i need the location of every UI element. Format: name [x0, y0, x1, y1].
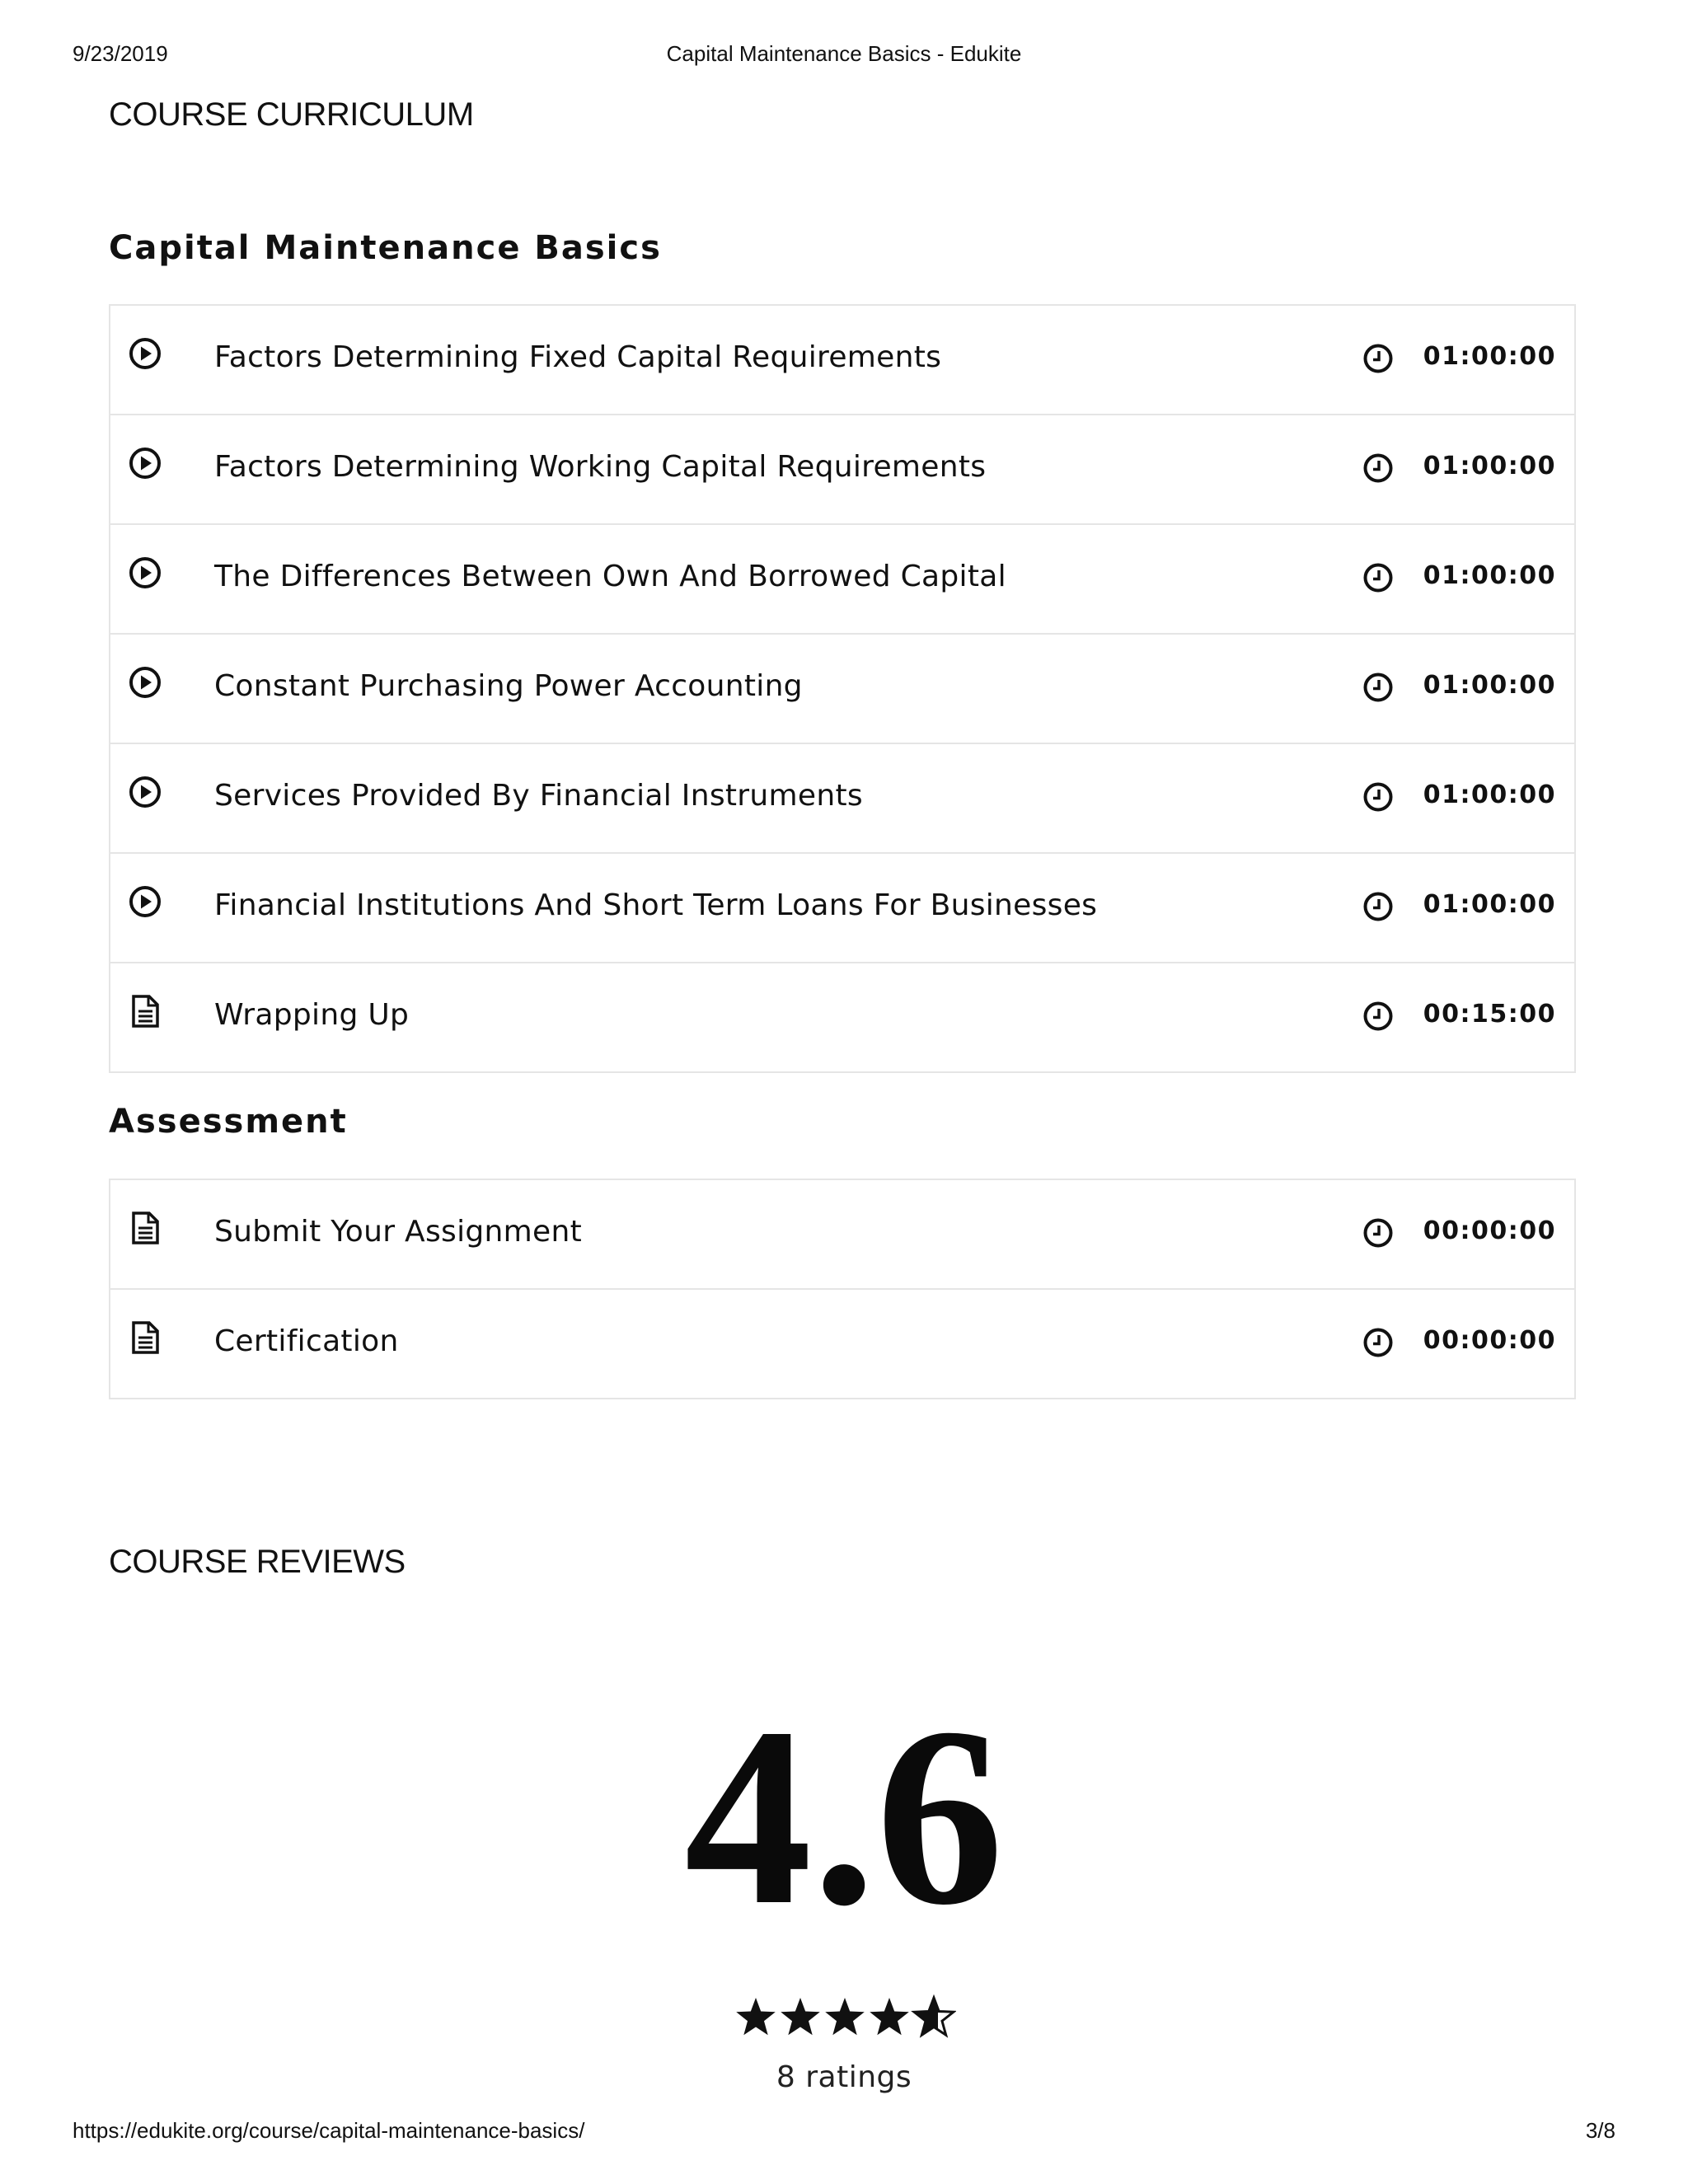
lesson-duration: 01:00:00: [1423, 671, 1556, 700]
lesson-duration: 01:00:00: [1423, 342, 1556, 371]
print-date: 9/23/2019: [73, 41, 168, 66]
lesson-duration: 01:00:00: [1423, 780, 1556, 809]
lesson-row[interactable]: [110, 1180, 1574, 1288]
print-url: https://edukite.org/course/capital-maintenance-basics/: [73, 2118, 585, 2143]
lesson-duration: 00:15:00: [1423, 1000, 1556, 1029]
clock-icon: [1362, 561, 1395, 594]
print-page-title: Capital Maintenance Basics - Edukite: [666, 41, 1022, 66]
document-icon: [127, 993, 163, 1029]
star-icon: [736, 1998, 776, 2035]
lesson-row[interactable]: [110, 1288, 1574, 1398]
star-icon: [870, 1998, 909, 2035]
clock-icon: [1362, 671, 1395, 704]
clock-icon: [1362, 780, 1395, 813]
lesson-row[interactable]: [110, 962, 1574, 1071]
clock-icon: [1362, 890, 1395, 923]
clock-icon: [1362, 1000, 1395, 1033]
clock-icon: [1362, 1216, 1395, 1249]
ratings-count: 8 ratings: [776, 2060, 912, 2094]
lesson-title[interactable]: Financial Institutions And Short Term Loans For Businesses: [214, 888, 1098, 922]
lesson-row[interactable]: [110, 743, 1574, 852]
lesson-row[interactable]: [110, 523, 1574, 633]
lesson-title[interactable]: Constant Purchasing Power Accounting: [214, 669, 803, 703]
lesson-list: [109, 1179, 1576, 1399]
document-icon: [127, 1210, 163, 1246]
lesson-duration: 01:00:00: [1423, 452, 1556, 480]
print-page-number: 3/8: [1585, 2118, 1615, 2143]
play-circle-icon: [127, 445, 163, 481]
curriculum-heading: COURSE CURRICULUM: [109, 96, 474, 133]
document-icon: [127, 1319, 163, 1356]
lesson-duration: 01:00:00: [1423, 890, 1556, 919]
reviews-heading: COURSE REVIEWS: [109, 1544, 406, 1580]
play-circle-icon: [127, 335, 163, 372]
lesson-title[interactable]: Certification: [214, 1324, 399, 1358]
lesson-row[interactable]: [110, 414, 1574, 523]
lesson-title[interactable]: Services Provided By Financial Instruments: [214, 779, 863, 813]
lesson-duration: 00:00:00: [1423, 1216, 1556, 1245]
lesson-title[interactable]: Factors Determining Fixed Capital Requirements: [214, 340, 942, 374]
lesson-duration: 01:00:00: [1423, 561, 1556, 590]
star-icon: [914, 1998, 954, 2035]
lesson-list: [109, 304, 1576, 1073]
star-icon: [781, 1998, 820, 2035]
curriculum-group-title: Capital Maintenance Basics: [109, 229, 662, 267]
rating-score: 4.6: [684, 1675, 1004, 1958]
lesson-duration: 00:00:00: [1423, 1326, 1556, 1355]
curriculum-group-title: Assessment: [109, 1103, 348, 1141]
lesson-title[interactable]: Wrapping Up: [214, 998, 410, 1032]
clock-icon: [1362, 1326, 1395, 1359]
star-icon: [825, 1998, 865, 2035]
lesson-row[interactable]: [110, 306, 1574, 414]
clock-icon: [1362, 452, 1395, 485]
clock-icon: [1362, 342, 1395, 375]
lesson-title[interactable]: Submit Your Assignment: [214, 1215, 583, 1249]
lesson-title[interactable]: Factors Determining Working Capital Requirements: [214, 450, 987, 484]
play-circle-icon: [127, 774, 163, 810]
play-circle-icon: [127, 555, 163, 591]
play-circle-icon: [127, 883, 163, 920]
star-rating: [734, 1994, 956, 2041]
play-circle-icon: [127, 664, 163, 701]
lesson-row[interactable]: [110, 852, 1574, 962]
lesson-row[interactable]: [110, 633, 1574, 743]
lesson-title[interactable]: The Differences Between Own And Borrowed Capital: [214, 560, 1006, 593]
